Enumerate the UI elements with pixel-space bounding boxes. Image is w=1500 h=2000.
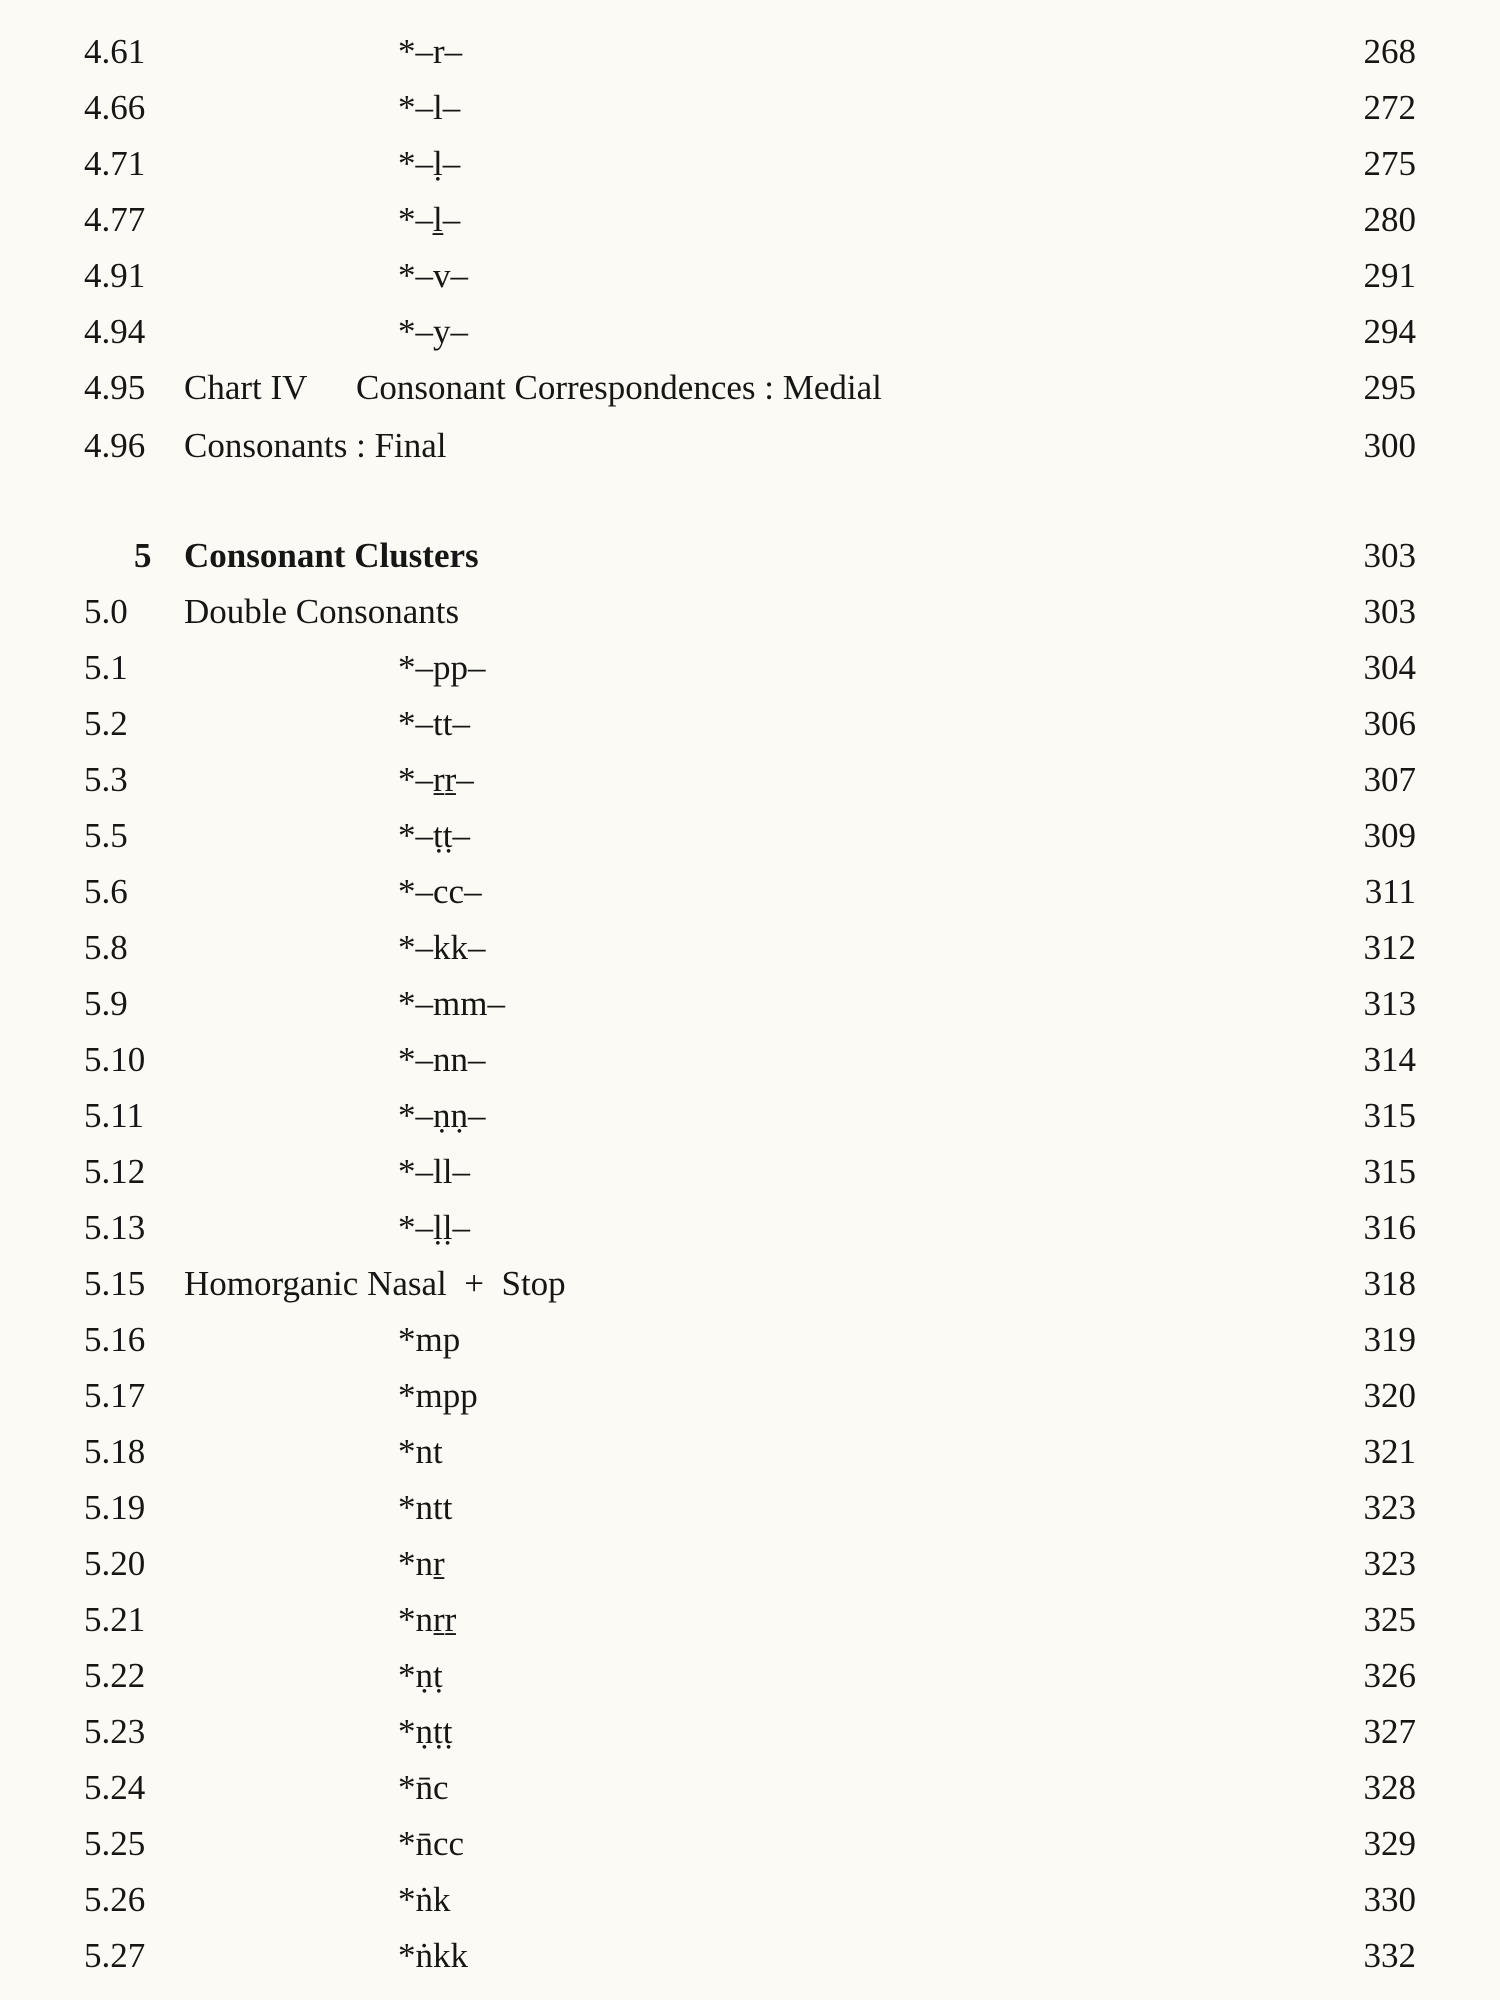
section-label: *nṟ bbox=[398, 1544, 445, 1583]
toc-row bbox=[0, 1032, 1500, 1088]
toc-row bbox=[0, 1480, 1500, 1536]
section-number: 5.0 bbox=[84, 592, 128, 631]
page-number: 304 bbox=[1363, 648, 1416, 687]
toc-row bbox=[0, 696, 1500, 752]
section-label: *–cc– bbox=[398, 872, 482, 911]
section-number: 5.11 bbox=[84, 1096, 144, 1135]
page-number: 311 bbox=[1364, 872, 1416, 911]
toc-row bbox=[0, 1760, 1500, 1816]
page-number: 326 bbox=[1363, 1656, 1416, 1695]
page-number: 272 bbox=[1363, 88, 1416, 127]
section-label: *–ṟṟ– bbox=[398, 760, 474, 799]
page-number: 332 bbox=[1363, 1936, 1416, 1975]
toc-row bbox=[0, 1088, 1500, 1144]
toc-row bbox=[0, 360, 1500, 416]
toc-row bbox=[0, 864, 1500, 920]
toc-row bbox=[0, 1872, 1500, 1928]
toc-row bbox=[0, 304, 1500, 360]
section-number: 5.10 bbox=[84, 1040, 146, 1079]
section-number: 4.71 bbox=[84, 144, 146, 183]
section-number: 5.15 bbox=[84, 1264, 146, 1303]
page-number: 303 bbox=[1363, 592, 1416, 631]
section-number: 5.2 bbox=[84, 704, 128, 743]
section-number: 5.17 bbox=[84, 1376, 146, 1415]
section-number: 4.66 bbox=[84, 88, 146, 127]
page-number: 268 bbox=[1363, 32, 1416, 71]
section-number: 5.22 bbox=[84, 1656, 146, 1695]
page-number: 294 bbox=[1363, 312, 1416, 351]
section-label: *–pp– bbox=[398, 648, 486, 687]
section-label: *–tt– bbox=[398, 704, 470, 743]
page-number: 313 bbox=[1363, 984, 1416, 1023]
toc-row bbox=[0, 1648, 1500, 1704]
toc-row bbox=[0, 640, 1500, 696]
page-number: 323 bbox=[1363, 1488, 1416, 1527]
section-label: *nṟṟ bbox=[398, 1600, 457, 1639]
page-number: 318 bbox=[1363, 1264, 1416, 1303]
section-label: *n̄cc bbox=[398, 1824, 465, 1863]
page-number: 325 bbox=[1363, 1600, 1416, 1639]
page-number: 309 bbox=[1363, 816, 1416, 855]
page-number: 323 bbox=[1363, 1544, 1416, 1583]
section-label: *–ḷḷ– bbox=[398, 1208, 470, 1247]
page-number: 280 bbox=[1363, 200, 1416, 239]
section-number: 5.26 bbox=[84, 1880, 146, 1919]
section-label: *ṅk bbox=[398, 1880, 451, 1919]
page-number: 327 bbox=[1363, 1712, 1416, 1751]
toc-row bbox=[0, 584, 1500, 640]
page-number: 320 bbox=[1363, 1376, 1416, 1415]
toc-row bbox=[0, 24, 1500, 80]
section-label: *–l– bbox=[398, 88, 461, 127]
chapter-number: 5 bbox=[134, 536, 152, 575]
section-number: 4.61 bbox=[84, 32, 146, 71]
toc-row bbox=[0, 1536, 1500, 1592]
section-label: *–kk– bbox=[398, 928, 486, 967]
section-number: 5.27 bbox=[84, 1936, 146, 1975]
section-label: *–ṇṇ– bbox=[398, 1096, 486, 1135]
page-number: 307 bbox=[1363, 760, 1416, 799]
section-label: *ntt bbox=[398, 1488, 453, 1527]
page-number: 329 bbox=[1363, 1824, 1416, 1863]
section-number: 4.77 bbox=[84, 200, 146, 239]
toc-row bbox=[0, 808, 1500, 864]
section-number: 5.25 bbox=[84, 1824, 146, 1863]
toc-row bbox=[0, 1144, 1500, 1200]
section-number: 5.13 bbox=[84, 1208, 146, 1247]
toc-row bbox=[0, 920, 1500, 976]
page-number: 303 bbox=[1363, 536, 1416, 575]
section-number: 4.94 bbox=[84, 312, 146, 351]
section-number: 5.3 bbox=[84, 760, 128, 799]
section-label: *–y– bbox=[398, 312, 468, 351]
page-number: 312 bbox=[1363, 928, 1416, 967]
toc-row bbox=[0, 976, 1500, 1032]
toc-row bbox=[0, 192, 1500, 248]
toc-row bbox=[0, 136, 1500, 192]
chapter-title: Consonant Clusters bbox=[184, 536, 479, 575]
page-number: 315 bbox=[1363, 1152, 1416, 1191]
section-label: *–ḻ– bbox=[398, 200, 461, 239]
toc-row bbox=[0, 1592, 1500, 1648]
section-label: *ṇṭ bbox=[398, 1656, 443, 1695]
section-label: *–ḷ– bbox=[398, 144, 461, 183]
page-number: 319 bbox=[1363, 1320, 1416, 1359]
section-number: 5.12 bbox=[84, 1152, 146, 1191]
page-number: 291 bbox=[1363, 256, 1416, 295]
toc-row bbox=[0, 752, 1500, 808]
chart-label: Chart IV bbox=[184, 368, 308, 407]
section-label: *ṅkk bbox=[398, 1936, 468, 1975]
page-number: 306 bbox=[1363, 704, 1416, 743]
section-number: 4.95 bbox=[84, 368, 146, 407]
section-number: 5.1 bbox=[84, 648, 128, 687]
section-label: Homorganic Nasal + Stop bbox=[184, 1264, 566, 1303]
section-label: Consonants : Final bbox=[184, 426, 447, 465]
toc-row bbox=[0, 1312, 1500, 1368]
toc-row bbox=[0, 1200, 1500, 1256]
page-number: 330 bbox=[1363, 1880, 1416, 1919]
section-label: *mpp bbox=[398, 1376, 478, 1415]
page-number: 314 bbox=[1363, 1040, 1416, 1079]
toc-row bbox=[0, 1256, 1500, 1312]
section-number: 5.16 bbox=[84, 1320, 146, 1359]
section-label: *–ll– bbox=[398, 1152, 470, 1191]
section-number: 5.21 bbox=[84, 1600, 146, 1639]
toc-row bbox=[0, 1704, 1500, 1760]
section-number: 4.91 bbox=[84, 256, 146, 295]
page-number: 321 bbox=[1363, 1432, 1416, 1471]
section-number: 4.96 bbox=[84, 426, 146, 465]
page-number: 316 bbox=[1363, 1208, 1416, 1247]
section-number: 5.18 bbox=[84, 1432, 146, 1471]
section-number: 5.5 bbox=[84, 816, 128, 855]
page-number: 328 bbox=[1363, 1768, 1416, 1807]
page-number: 300 bbox=[1363, 426, 1416, 465]
section-label: *–v– bbox=[398, 256, 468, 295]
toc-row bbox=[0, 80, 1500, 136]
page-number: 275 bbox=[1363, 144, 1416, 183]
section-label: Consonant Correspondences : Medial bbox=[356, 368, 882, 407]
section-label: *mp bbox=[398, 1320, 461, 1359]
section-label: Double Consonants bbox=[184, 592, 460, 631]
section-number: 5.24 bbox=[84, 1768, 146, 1807]
section-label: *–nn– bbox=[398, 1040, 486, 1079]
section-number: 5.20 bbox=[84, 1544, 146, 1583]
page-number: 315 bbox=[1363, 1096, 1416, 1135]
section-number: 5.23 bbox=[84, 1712, 146, 1751]
toc-row bbox=[0, 418, 1500, 474]
toc-row bbox=[0, 1928, 1500, 1984]
section-number: 5.8 bbox=[84, 928, 128, 967]
section-number: 5.19 bbox=[84, 1488, 146, 1527]
section-number: 5.9 bbox=[84, 984, 128, 1023]
toc-row bbox=[0, 1816, 1500, 1872]
section-label: *ṇṭṭ bbox=[398, 1712, 453, 1751]
chapter-row bbox=[0, 528, 1500, 584]
toc-row bbox=[0, 1424, 1500, 1480]
section-label: *n̄c bbox=[398, 1768, 449, 1807]
toc-row bbox=[0, 248, 1500, 304]
section-label: *nt bbox=[398, 1432, 443, 1471]
section-number: 5.6 bbox=[84, 872, 128, 911]
toc-row bbox=[0, 1368, 1500, 1424]
page-number: 295 bbox=[1363, 368, 1416, 407]
section-label: *–mm– bbox=[398, 984, 505, 1023]
section-label: *–r– bbox=[398, 32, 463, 71]
section-label: *–ṭṭ– bbox=[398, 816, 470, 855]
